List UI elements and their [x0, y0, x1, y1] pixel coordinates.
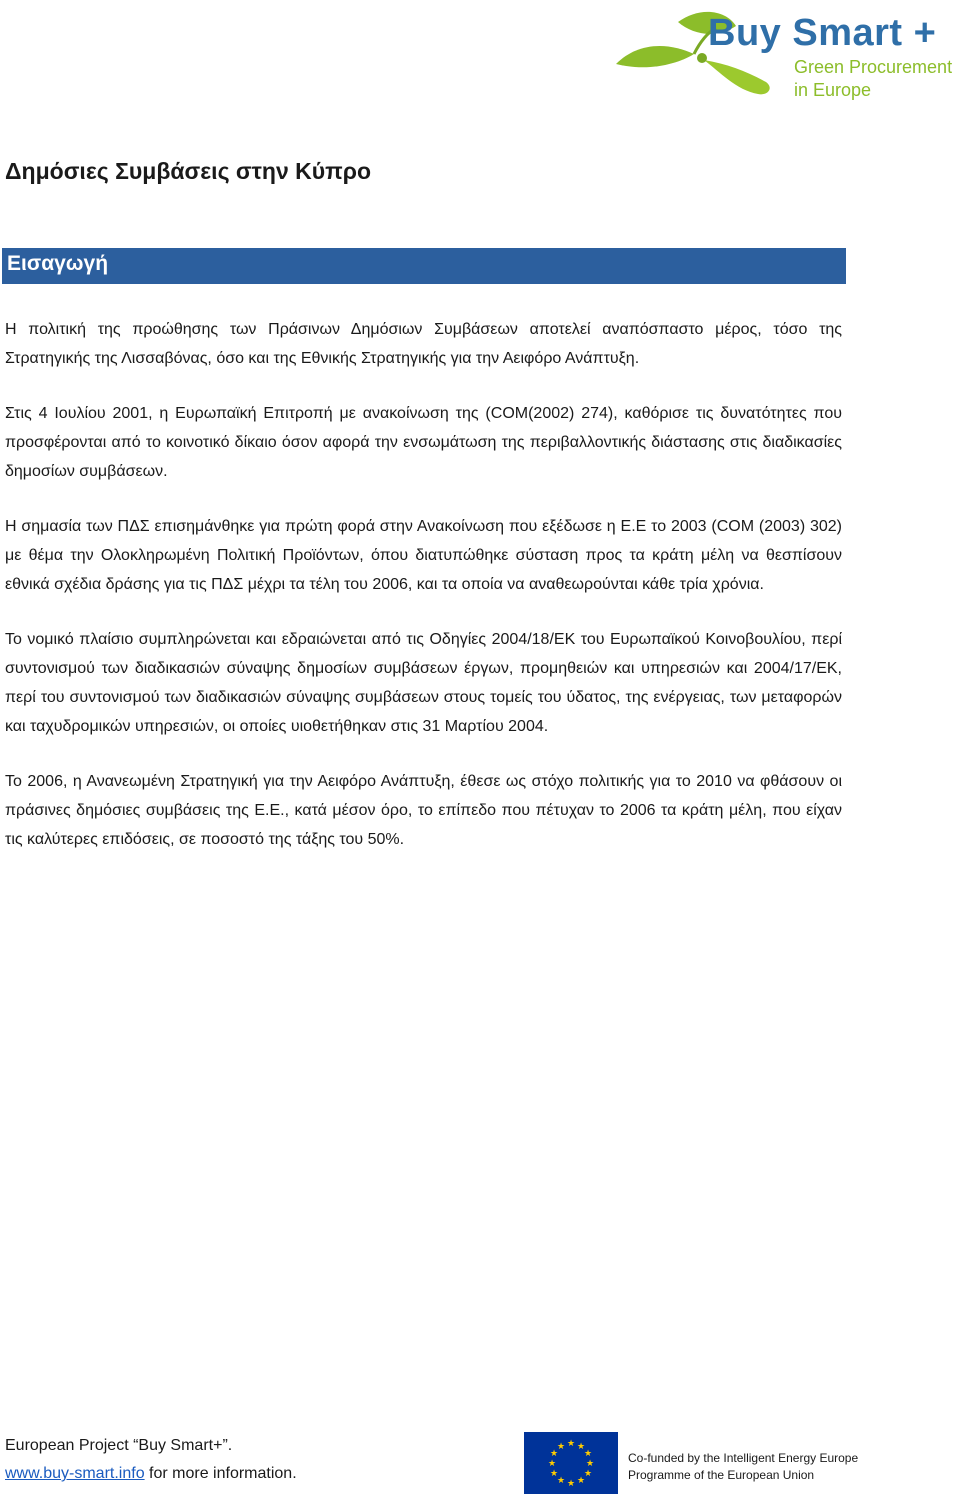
paragraph: Στις 4 Ιουλίου 2001, η Ευρωπαϊκή Επιτροπή με ανακοίνωση της (COM(2002) 274), καθόρισε τις δυνατότητες που προσφέρονται από το κοινοτικό δίκαιο όσον αφορά την ενσωμάτωση της περιβαλλοντικής διάστασης στις διαδικασίες δημοσίων συμβάσεων.: [5, 405, 842, 480]
section-header-bar: [2, 248, 846, 284]
svg-text:★: ★: [549, 1469, 559, 1479]
footer-link-line: [5, 1460, 297, 1488]
svg-text:★: ★: [566, 1479, 576, 1489]
document-body: [5, 315, 842, 880]
footer-info: [5, 1432, 297, 1488]
paragraph: Το 2006, η Ανανεωμένη Στρατηγική για την Αειφόρο Ανάπτυξη, έθεσε ως στόχο πολιτικής για το 2010 να φθάσουν οι πράσινες δημόσιες συμβάσεις της Ε.Ε., κατά μέσον όρο, το επίπεδο που πέτυχαν το 2006 τα κράτη μέλη, που είχαν τις καλύτερες επιδόσεις, σε ποσοστό της τάξης του 50%.: [5, 773, 842, 848]
footer-link-suffix: for more information.: [144, 1465, 297, 1482]
cofund-line2: Programme of the European Union: [628, 1468, 815, 1482]
svg-text:★: ★: [583, 1449, 593, 1459]
section-heading: Εισαγωγή: [7, 252, 109, 275]
svg-text:★: ★: [583, 1469, 593, 1479]
svg-text:★: ★: [549, 1449, 559, 1459]
cofunding-notice: [628, 1450, 858, 1484]
svg-text:★: ★: [556, 1476, 566, 1486]
paragraph: Το νομικό πλαίσιο συμπληρώνεται και εδραιώνεται από τις Οδηγίες 2004/18/ΕΚ του Ευρωπαϊκού Κοινοβουλίου, περί συντονισμού των διαδικασιών σύναψης δημοσίων συμβάσεων έργων, προμηθειών και υπηρεσιών και 2004/17/ΕΚ, περί του συντονισμού των διαδικασιών σύναψης συμβάσεων στους τομείς του ύδατος, της ενέργειας, των μεταφορών και ταχυδρομικών υπηρεσιών, οι οποίες υιοθετήθηκαν στις 31 Μαρτίου 2004.: [5, 631, 842, 735]
svg-text:★: ★: [585, 1459, 595, 1469]
logo-subtitle-line2: in Europe: [794, 80, 872, 100]
website-link[interactable]: www.buy-smart.info: [5, 1465, 145, 1482]
cofund-line1: Co-funded by the Intelligent Energy Europe: [628, 1451, 859, 1465]
logo-subtitle-line1: Green Procurement: [794, 57, 953, 77]
page-title: Δημόσιες Συμβάσεις στην Κύπρο: [5, 158, 372, 184]
svg-text:★: ★: [556, 1442, 566, 1452]
logo-title: Buy Smart +: [708, 12, 937, 54]
svg-text:★: ★: [547, 1459, 557, 1469]
eu-flag-icon: [524, 1432, 618, 1494]
svg-text:★: ★: [576, 1442, 586, 1452]
footer-project-line: European Project “Buy Smart+”.: [5, 1437, 233, 1454]
paragraph: Η σημασία των ΠΔΣ επισημάνθηκε για πρώτη φορά στην Ανακοίνωση που εξέδωσε η Ε.Ε το 2003 (COM (2003) 302) με θέμα την Ολοκληρωμένη Πολιτική Προϊόντων, όπου διατυπώθηκε σύσταση προς τα κράτη μέλη να θεσπίσουν εθνικά σχέδια δράσης για τις ΠΔΣ μέχρι τα τέλη του 2006, και τα οποία να αναθεωρούνται κάθε τρία χρόνια.: [5, 518, 842, 593]
paragraph: Η πολιτική της προώθησης των Πράσινων Δημόσιων Συμβάσεων αποτελεί αναπόσπαστο μέρος, τόσο της Στρατηγικής της Λισσαβόνας, όσο και της Εθνικής Στρατηγικής για την Αειφόρο Ανάπτυξη.: [5, 321, 842, 367]
buy-smart-logo: [608, 2, 960, 114]
svg-text:★: ★: [576, 1476, 586, 1486]
svg-text:★: ★: [566, 1439, 576, 1449]
